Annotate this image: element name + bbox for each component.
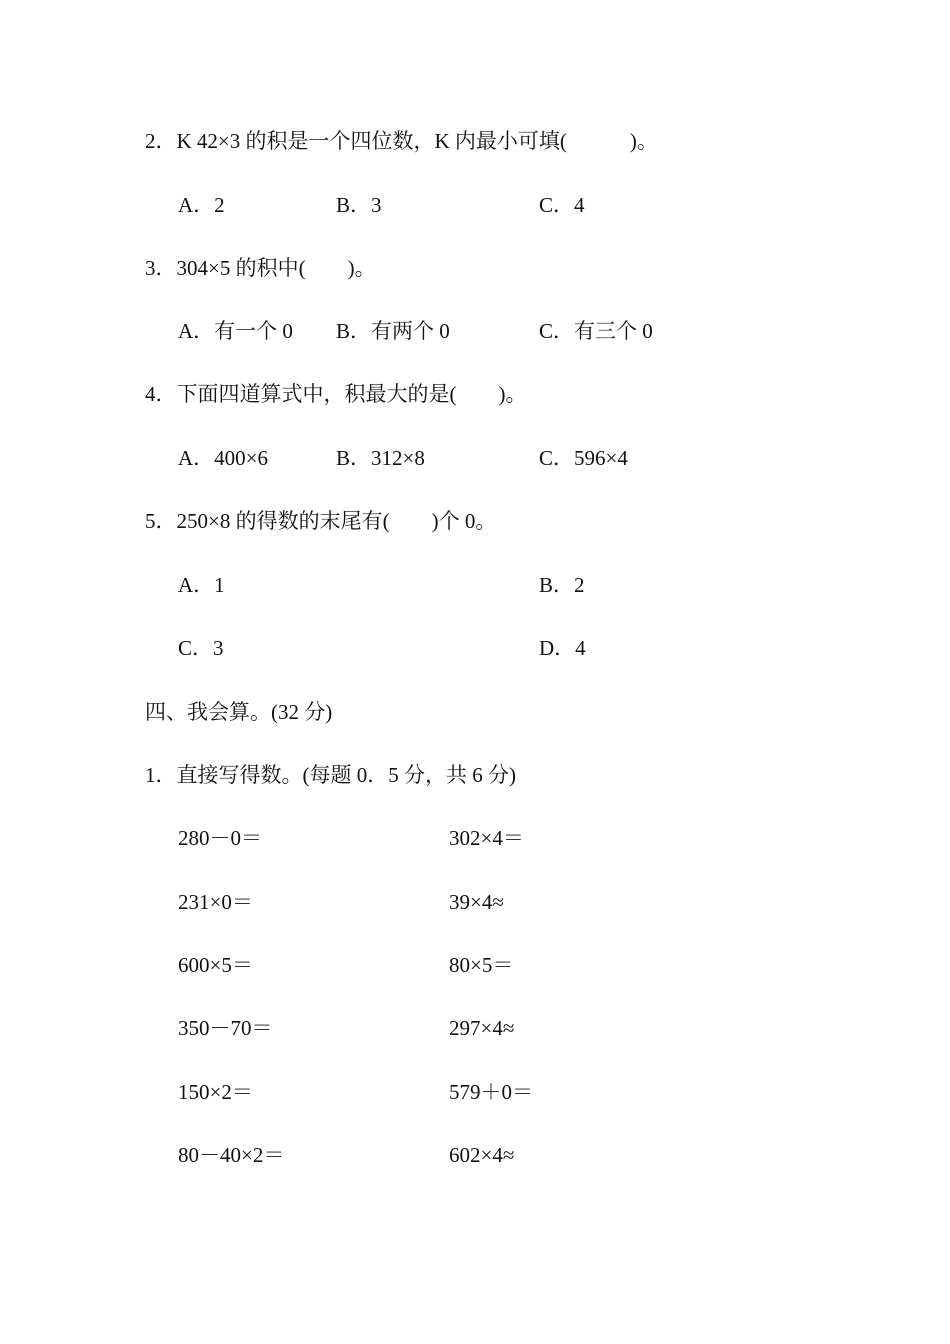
calc-item: 231×0＝ <box>178 890 253 914</box>
question-5-option-a[interactable]: A．1 <box>178 573 225 597</box>
question-2-option-a[interactable]: A．2 <box>178 193 225 217</box>
question-5-option-b[interactable]: B．2 <box>539 573 585 597</box>
question-5-option-d[interactable]: D．4 <box>539 636 586 660</box>
question-2-option-b[interactable]: B．3 <box>336 193 382 217</box>
question-4-option-b[interactable]: B．312×8 <box>336 446 425 470</box>
calc-item: 350－70＝ <box>178 1016 273 1040</box>
calc-item: 602×4≈ <box>449 1143 515 1167</box>
calc-item: 297×4≈ <box>449 1016 515 1040</box>
question-3-option-a[interactable]: A．有一个 0 <box>178 319 293 343</box>
question-2-stem: 2．K 42×3 的积是一个四位数，K 内最小可填( )。 <box>145 129 658 153</box>
calc-item: 579＋0＝ <box>449 1080 533 1104</box>
question-3-stem: 3．304×5 的积中( )。 <box>145 256 376 280</box>
question-4-stem: 4．下面四道算式中，积最大的是( )。 <box>145 382 527 406</box>
calc-item: 280－0＝ <box>178 826 262 850</box>
question-3-option-c[interactable]: C．有三个 0 <box>539 319 653 343</box>
calc-item: 80－40×2＝ <box>178 1143 285 1167</box>
question-5-option-c[interactable]: C．3 <box>178 636 224 660</box>
question-2-option-c[interactable]: C．4 <box>539 193 585 217</box>
question-4-option-c[interactable]: C．596×4 <box>539 446 628 470</box>
question-4-option-a[interactable]: A．400×6 <box>178 446 269 470</box>
calc-item: 39×4≈ <box>449 890 504 914</box>
question-3-option-b[interactable]: B．有两个 0 <box>336 319 450 343</box>
calc-item: 302×4＝ <box>449 826 524 850</box>
calc-item: 600×5＝ <box>178 953 253 977</box>
section-4-title: 四、我会算。(32 分) <box>145 700 333 724</box>
calc-item: 80×5＝ <box>449 953 514 977</box>
calc-item: 150×2＝ <box>178 1080 253 1104</box>
section-4-sub1-title: 1．直接写得数。(每题 0．5 分，共 6 分) <box>145 763 516 787</box>
question-5-stem: 5．250×8 的得数的末尾有( )个 0。 <box>145 509 497 533</box>
